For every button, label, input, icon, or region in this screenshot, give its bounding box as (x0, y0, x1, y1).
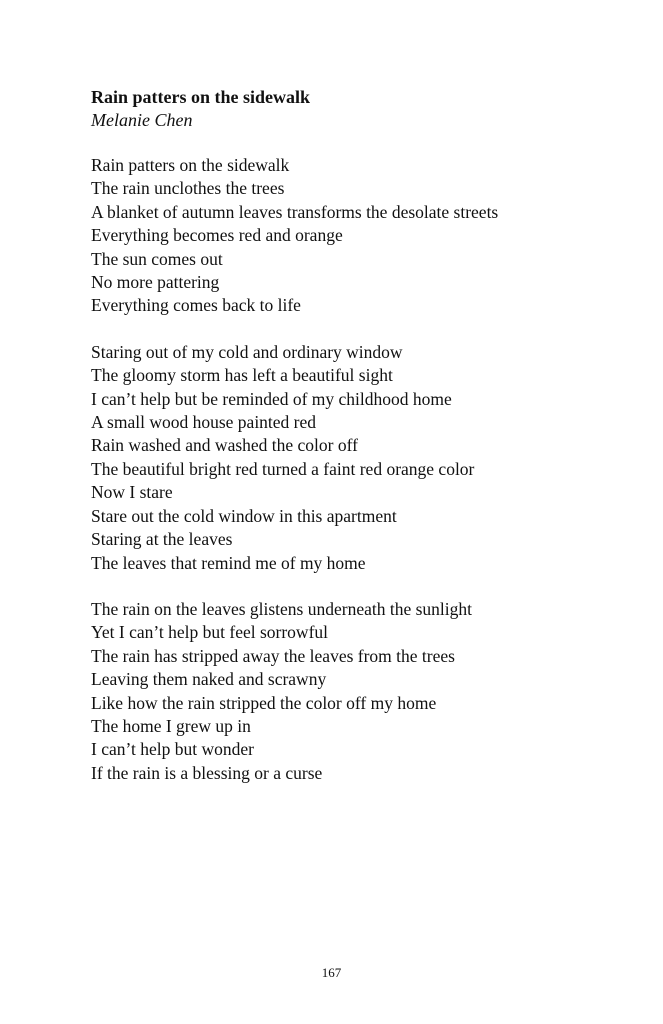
poem-line: The rain unclothes the trees (91, 178, 285, 199)
stanza-2 (91, 341, 611, 575)
poem-line: No more pattering (91, 272, 220, 293)
poem-author: Melanie Chen (91, 110, 193, 130)
poem-line: Like how the rain stripped the color off my home (91, 692, 437, 713)
poem-line: Rain patters on the sidewalk (91, 155, 290, 175)
poem-line: Staring out of my cold and ordinary window (91, 341, 403, 362)
poem-line: A small wood house painted red (91, 412, 317, 433)
poem-line: The home I grew up in (91, 715, 251, 736)
poem-page (91, 86, 611, 785)
poem-line: Everything becomes red and orange (91, 225, 343, 246)
poem-line: If the rain is a blessing or a curse (91, 762, 323, 783)
poem-line: Rain washed and washed the color off (91, 435, 358, 456)
stanza-1 (91, 154, 611, 318)
poem-line: A blanket of autumn leaves transforms the desolate streets (91, 201, 499, 222)
poem-line: The leaves that remind me of my home (91, 552, 366, 573)
poem-line: Yet I can’t help but feel sorrowful (91, 622, 329, 643)
poem-line: The gloomy storm has left a beautiful sight (91, 365, 393, 386)
poem-line: Now I stare (91, 482, 173, 503)
poem-line: Staring at the leaves (91, 529, 233, 550)
poem-line: I can’t help but wonder (91, 739, 254, 760)
poem-line: The rain on the leaves glistens underneath the sunlight (91, 598, 473, 619)
poem-line: Leaving them naked and scrawny (91, 669, 327, 690)
poem-line: The sun comes out (91, 248, 223, 269)
poem-line: The rain has stripped away the leaves from the trees (91, 645, 455, 666)
poem-line: I can’t help but be reminded of my childhood home (91, 388, 452, 409)
poem-line: Everything comes back to life (91, 295, 301, 316)
stanza-3 (91, 598, 611, 785)
poem-line: Stare out the cold window in this apartment (91, 505, 397, 526)
page-number: 167 (321, 965, 342, 980)
poem-line: The beautiful bright red turned a faint red orange color (91, 458, 475, 479)
poem-title: Rain patters on the sidewalk (91, 87, 311, 107)
